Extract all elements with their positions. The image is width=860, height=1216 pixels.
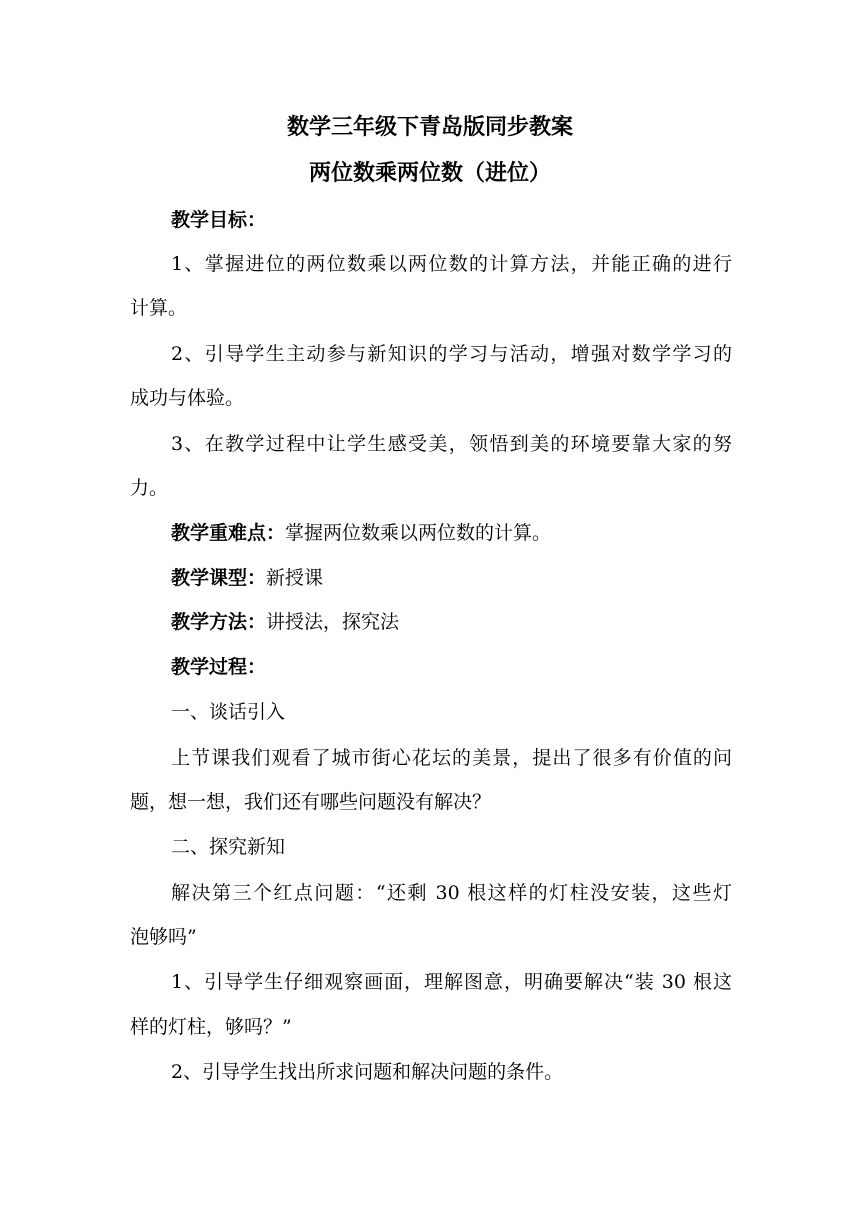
objective-2-line-2: 成功与体验。	[130, 387, 245, 409]
section-1-line-2: 题，想一想，我们还有哪些问题没有解决？	[130, 791, 492, 813]
section-2-para-1-line-2: 泡够吗”	[130, 926, 197, 948]
process-heading: 教学过程：	[171, 656, 267, 678]
methods-value: 讲授法，探究法	[266, 611, 400, 633]
objective-3-line-1: 3、在教学过程中让学生感受美，领悟到美的环境要靠大家的努	[171, 433, 732, 455]
section-2-para-1-line-1: 解决第三个红点问题：“还剩 30 根这样的灯柱没安装，这些灯	[171, 882, 732, 904]
key-points-label: 教学重难点：	[171, 522, 286, 544]
objective-3-line-2: 力。	[130, 477, 169, 499]
objective-1-line-2: 计算。	[130, 297, 188, 319]
document-title: 数学三年级下青岛版同步教案	[286, 115, 573, 140]
methods-label: 教学方法：	[171, 611, 267, 633]
section-1-line-1: 上节课我们观看了城市街心花坛的美景，提出了很多有价值的问	[171, 747, 732, 769]
section-2-heading: 二、探究新知	[171, 836, 286, 858]
section-2-step-1-line-2: 样的灯柱，够吗？”	[130, 1016, 292, 1038]
key-points-value: 掌握两位数乘以两位数的计算。	[285, 522, 552, 544]
methods-row	[171, 609, 732, 635]
lesson-type-value: 新授课	[266, 567, 324, 589]
objectives-heading: 教学目标：	[171, 209, 267, 231]
document-subtitle: 两位数乘两位数（进位）	[308, 161, 551, 186]
objective-1-line-1: 1、掌握进位的两位数乘以两位数的计算方法，并能正确的进行	[171, 253, 732, 275]
objective-2-line-1: 2、引导学生主动参与新知识的学习与活动，增强对数学学习的	[171, 343, 732, 365]
section-2-step-1-line-1: 1、引导学生仔细观察画面，理解图意，明确要解决“装 30 根这	[171, 971, 732, 993]
section-1-heading: 一、谈话引入	[171, 701, 286, 723]
key-points-row	[171, 520, 732, 546]
lesson-type-row	[171, 565, 732, 591]
lesson-type-label: 教学课型：	[171, 567, 267, 589]
section-2-step-2: 2、引导学生找出所求问题和解决问题的条件。	[171, 1061, 564, 1083]
